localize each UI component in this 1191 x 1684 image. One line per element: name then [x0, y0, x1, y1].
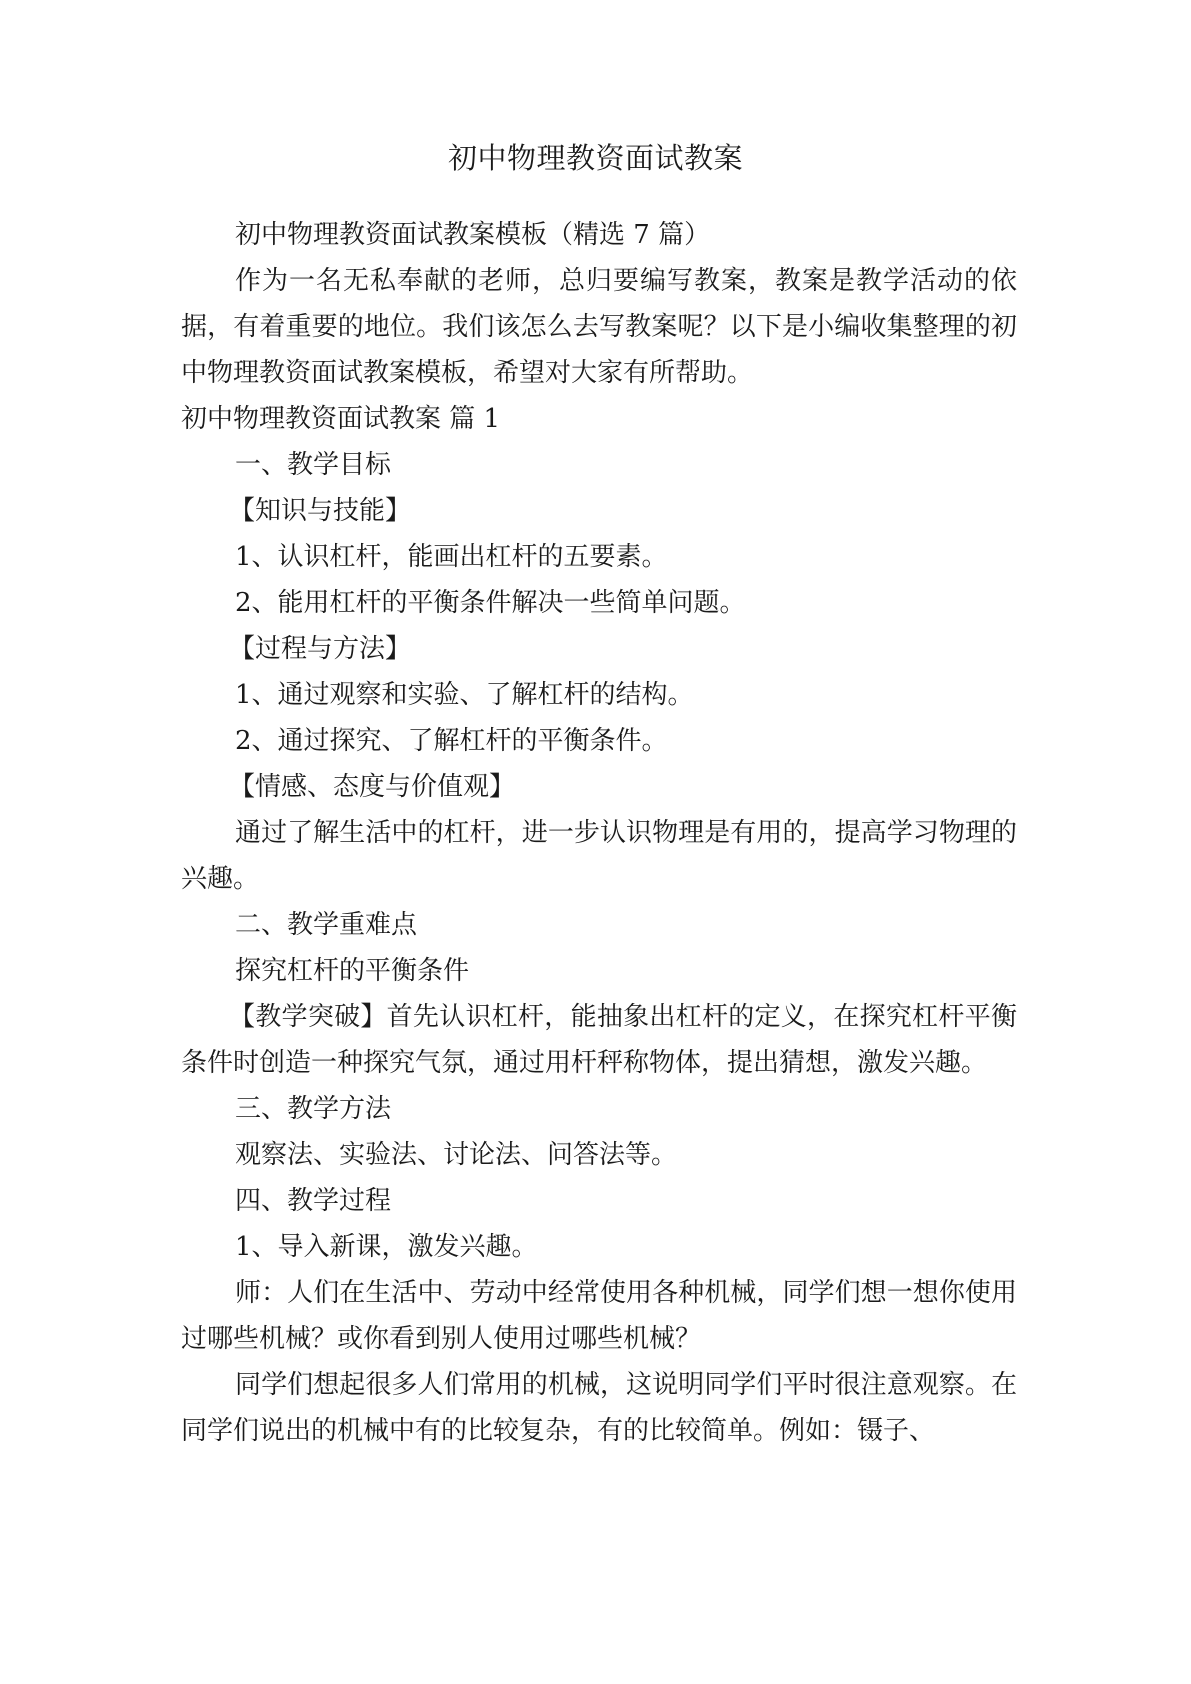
- paragraph: 四、教学过程: [235, 1186, 392, 1216]
- document-title: 初中物理教资面试教案: [447, 141, 743, 175]
- paragraph: 1、通过观察和实验、了解杠杆的结构。: [235, 680, 694, 710]
- paragraph: 作为一名无私奉献的老师，总归要编写教案，教案是教学活动的依据，有着重要的地位。我们该怎么去写教案呢？以下是小编收集整理的初中物理教资面试教案模板，希望对大家有所帮助。: [181, 266, 1017, 388]
- paragraph: 【过程与方法】: [229, 634, 412, 664]
- paragraph: 【知识与技能】: [229, 496, 412, 526]
- paragraph: 通过了解生活中的杠杆，进一步认识物理是有用的，提高学习物理的兴趣。: [181, 818, 1017, 894]
- paragraph: 师：人们在生活中、劳动中经常使用各种机械，同学们想一想你使用过哪些机械？或你看到别人使用过哪些机械？: [181, 1278, 1017, 1354]
- paragraph: 探究杠杆的平衡条件: [235, 956, 470, 986]
- paragraph: 初中物理教资面试教案模板（精选 7 篇）: [235, 220, 711, 250]
- paragraph: 2、通过探究、了解杠杆的平衡条件。: [235, 726, 668, 756]
- paragraph: 三、教学方法: [235, 1094, 392, 1124]
- paragraph: 初中物理教资面试教案 篇 1: [181, 404, 501, 434]
- paragraph: 二、教学重难点: [235, 910, 418, 940]
- paragraph: 【情感、态度与价值观】: [229, 772, 516, 802]
- paragraph: 1、导入新课，激发兴趣。: [235, 1232, 538, 1262]
- paragraph: 观察法、实验法、讨论法、问答法等。: [235, 1140, 678, 1170]
- paragraph: 同学们想起很多人们常用的机械，这说明同学们平时很注意观察。在同学们说出的机械中有的比较复杂，有的比较简单。例如：镊子、: [181, 1370, 1017, 1446]
- paragraph: 2、能用杠杆的平衡条件解决一些简单问题。: [235, 588, 746, 618]
- paragraph: 【教学突破】首先认识杠杆，能抽象出杠杆的定义，在探究杠杆平衡条件时创造一种探究气氛，通过用杆秤称物体，提出猜想，激发兴趣。: [181, 1002, 1017, 1078]
- paragraph: 1、认识杠杆，能画出杠杆的五要素。: [235, 542, 668, 572]
- paragraph: 一、教学目标: [235, 450, 392, 480]
- document-body: [181, 212, 1017, 1454]
